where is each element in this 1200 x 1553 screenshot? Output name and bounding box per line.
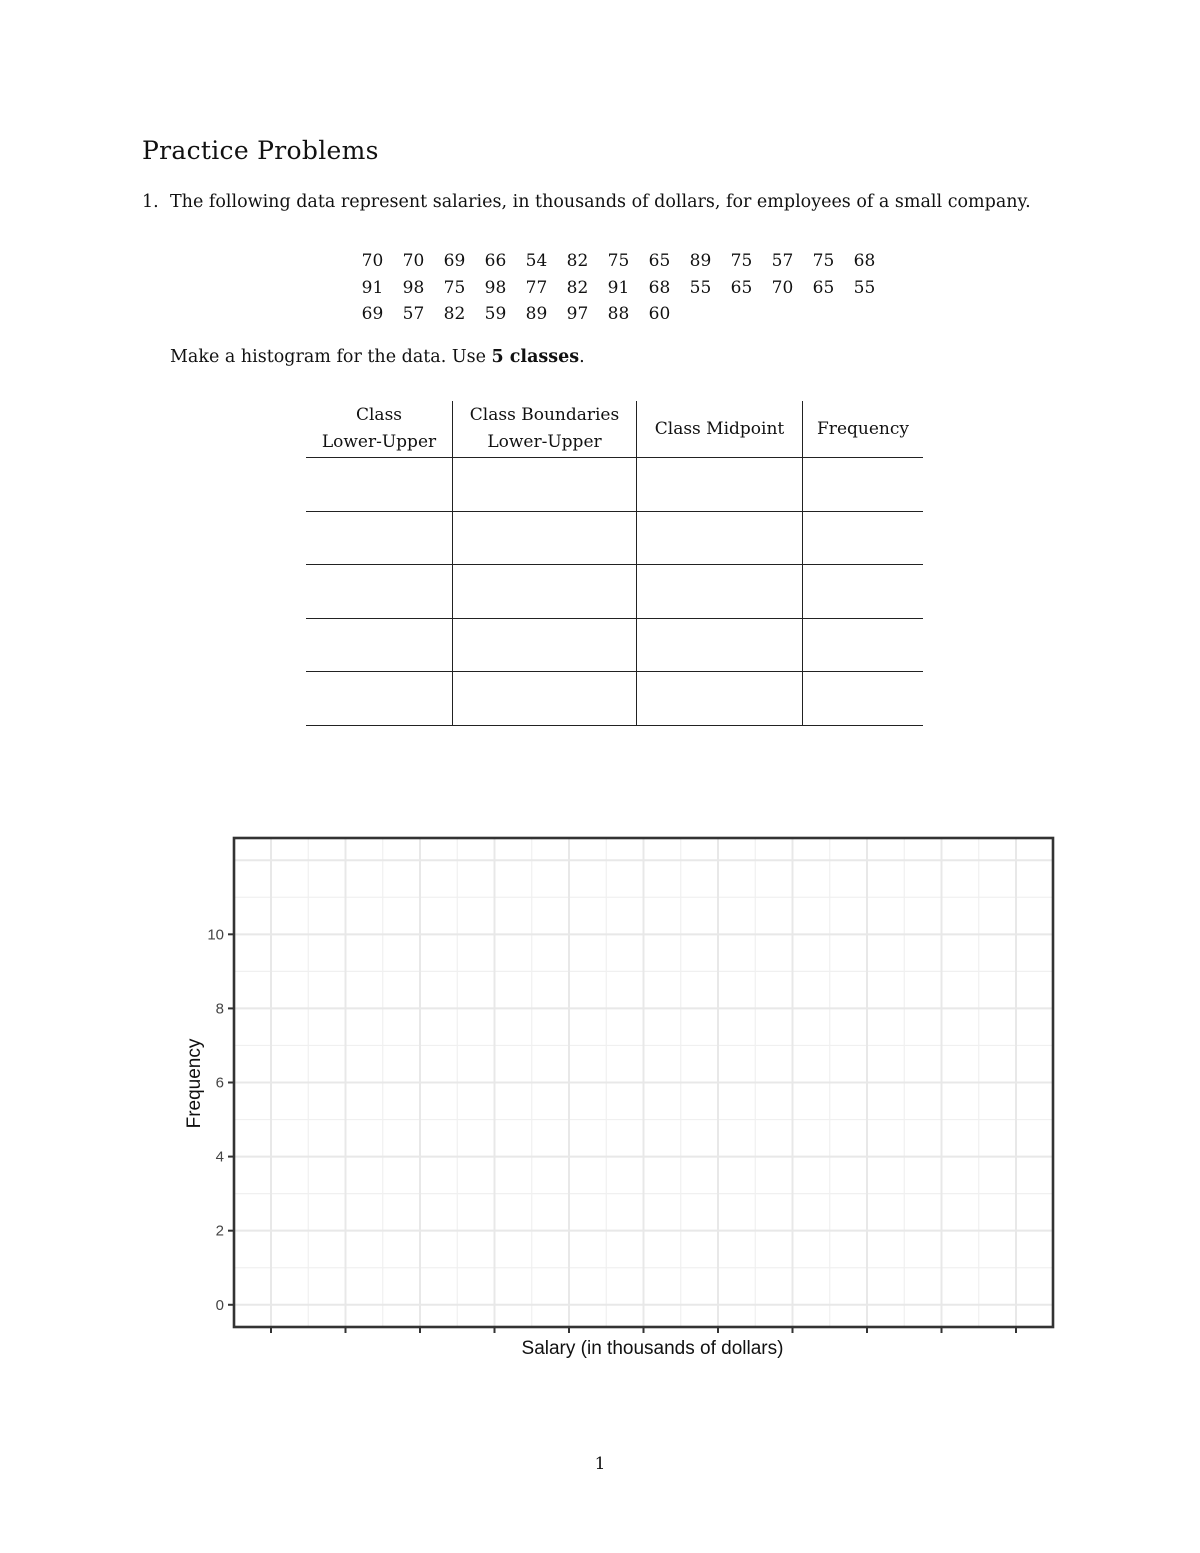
data-value: 91 — [607, 277, 630, 298]
data-value: 97 — [566, 304, 589, 325]
data-value: 98 — [402, 277, 425, 298]
instruction-classes: 5 classes — [491, 347, 580, 367]
y-axis-label: Frequency — [184, 1038, 205, 1129]
data-value: 55 — [853, 277, 876, 298]
data-value: 82 — [566, 277, 589, 298]
data-value: 75 — [607, 251, 630, 272]
data-value: 59 — [484, 304, 507, 325]
data-value: 89 — [689, 251, 712, 272]
problem-text: The following data represent salaries, in thousands of dollars, for employees of a small company. — [170, 192, 1031, 212]
data-value: 75 — [730, 251, 753, 272]
header-line: Class Boundaries — [469, 405, 620, 425]
data-value: 75 — [812, 251, 835, 272]
y-tick-label: 8 — [215, 1000, 224, 1018]
y-tick-label: 10 — [207, 926, 224, 944]
data-value: 57 — [771, 251, 794, 272]
data-value: 65 — [812, 277, 835, 298]
data-value: 98 — [484, 277, 507, 298]
data-value: 55 — [689, 277, 712, 298]
data-value: 89 — [525, 304, 548, 325]
y-tick-label: 4 — [215, 1148, 224, 1166]
page-number: 1 — [594, 1454, 606, 1474]
data-value: 91 — [361, 277, 384, 298]
data-value: 69 — [361, 304, 384, 325]
problem-number: 1. — [142, 192, 159, 212]
y-tick-label: 2 — [215, 1222, 224, 1240]
header-line: Frequency — [817, 418, 909, 439]
header-line: Lower-Upper — [321, 432, 437, 452]
data-value: 70 — [361, 251, 384, 272]
data-value: 75 — [443, 277, 466, 298]
data-value: 60 — [648, 304, 671, 325]
data-value: 82 — [566, 251, 589, 272]
x-axis-label: Salary (in thousands of dollars) — [521, 1338, 784, 1359]
data-value: 82 — [443, 304, 466, 325]
data-value: 54 — [525, 251, 548, 272]
data-value: 66 — [484, 251, 507, 272]
data-value: 88 — [607, 304, 630, 325]
instruction-suffix: . — [579, 347, 585, 367]
data-value: 68 — [648, 277, 671, 298]
y-tick-label: 6 — [215, 1074, 224, 1092]
header-line: Lower-Upper — [487, 432, 602, 452]
data-value: 65 — [648, 251, 671, 272]
data-value: 65 — [730, 277, 753, 298]
header-line: Class — [355, 405, 403, 425]
header-line: Class Midpoint — [654, 418, 785, 439]
chart-grid — [234, 838, 1053, 1327]
data-value: 70 — [771, 277, 794, 298]
instruction-prefix: Make a histogram for the data. Use — [170, 347, 492, 367]
data-value: 68 — [853, 251, 876, 272]
page-title: Practice Problems — [142, 136, 379, 165]
data-value: 69 — [443, 251, 466, 272]
data-value: 77 — [525, 277, 548, 298]
data-value: 57 — [402, 304, 425, 325]
y-tick-label: 0 — [215, 1296, 224, 1314]
data-value: 70 — [402, 251, 425, 272]
